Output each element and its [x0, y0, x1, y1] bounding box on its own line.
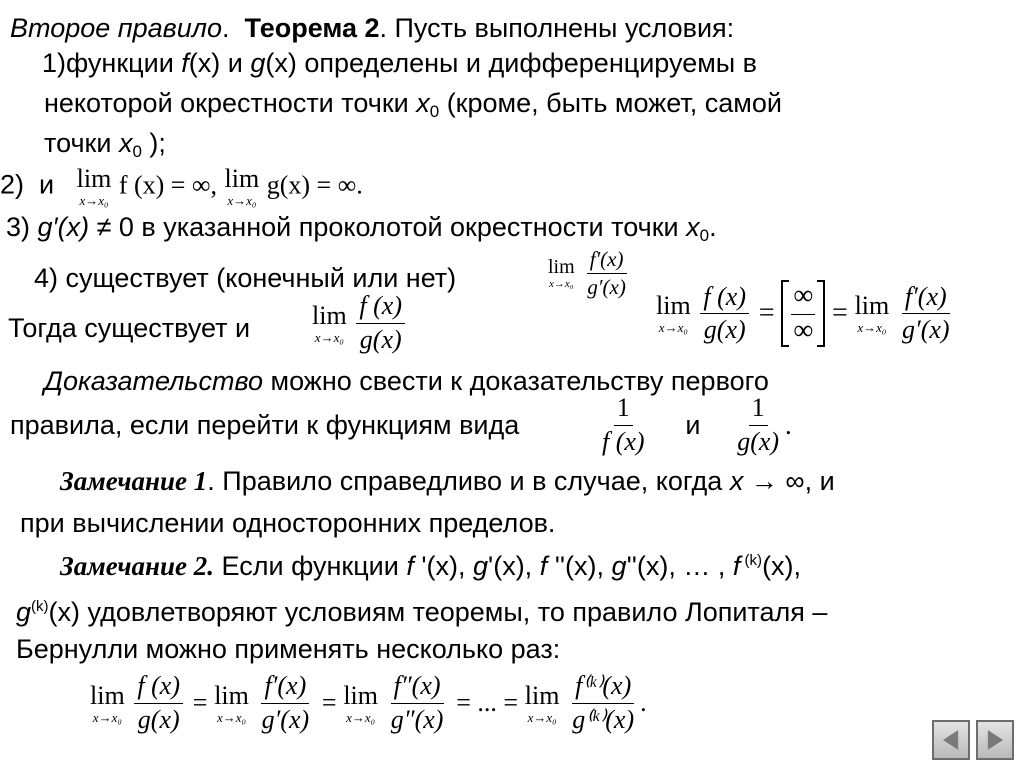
- then-text: Тогда существует и: [8, 313, 251, 343]
- cond4-limit: lim x→x₀ $\frac{f'(x)}{g'(x)}$: [548, 248, 632, 299]
- prev-slide-button[interactable]: [932, 720, 970, 760]
- proof-line2: правила, если перейти к функциям вида: [10, 410, 520, 440]
- cond3-line: 3) g′(x) ≠ 0 в указанной проколотой окрестности точки $x_0$.: [6, 212, 717, 245]
- remark1-line2: при вычислении односторонних пределов.: [20, 508, 556, 538]
- cond4-text: 4) существует (конечный или нет): [34, 263, 457, 293]
- proof-label: Доказательство: [44, 366, 264, 396]
- remark2-label: Замечание 2.: [60, 551, 215, 581]
- cond2-lim1: lim x→x₀: [76, 164, 112, 208]
- remark2-line2: $g^{(k)}(x)$ удовлетворяют условиям теоремы, то правило Лопиталя –: [16, 597, 828, 627]
- theorem-label: Теорема 2: [244, 13, 380, 43]
- heading-line: Второе правило. Теорема 2. Пусть выполнены условия:: [10, 13, 735, 43]
- remark1-line1: Замечание 1. Правило справедливо и в случае, когда x → ∞, и: [60, 466, 835, 496]
- heading-italic: Второе правило: [10, 13, 223, 43]
- next-slide-button[interactable]: [976, 720, 1014, 760]
- cond2-label: 2): [0, 169, 25, 200]
- cond4-fraction: $\frac{f'(x)}{g'(x)}$: [587, 247, 626, 300]
- triangle-left-icon: [934, 722, 968, 758]
- then-limit: lim x→x₀ $\frac{f (x)}{g(x)}$: [312, 292, 408, 354]
- infinity-bracket: ∞ ∞: [781, 280, 825, 347]
- then-fraction: $\frac{f (x)}{g(x)}$: [356, 292, 405, 354]
- remark2-line1: Замечание 2. Если функции f '(x), g'(x), f ''(x), g''(x), … , f $^{(k)}$(x),: [60, 551, 802, 581]
- cond1-line2: некоторой окрестности точки $x_0$ (кроме, быть может, самой: [44, 88, 782, 121]
- remark2-line3: Бернулли можно применять несколько раз:: [16, 634, 561, 664]
- cond1-line1: 1)функции f(x) и g(x) определены и дифференцируемы в: [42, 48, 758, 78]
- remark1-label: Замечание 1: [60, 466, 208, 496]
- final-formula: lim x→x₀ $\frac{f (x)}{g(x)}$ = lim x→x₀ $\frac{f'(x)}{g'(x)}$ = lim x→x₀ $\frac{f''(x)}{g''(x)}$ = ... = lim x→x₀ $\frac{\text{f⁽ᵏ⁾(x)}}{\text{g⁽ᵏ⁾(x)}}$ .: [90, 671, 647, 734]
- proof-fractions: $\frac{1}{f (x)}$ и $\frac{1}{g(x)}$ .: [602, 393, 792, 456]
- cond2-lim2: lim x→x₀: [224, 164, 260, 208]
- cond2-line: 2) и lim x→x₀ f (x) = ∞, lim x→x₀ g(x) = ∞.: [0, 164, 363, 208]
- proof-line1: Доказательство можно свести к доказательству первого: [44, 366, 769, 396]
- cond1-line3: точки $x_0$ );: [44, 128, 166, 161]
- triangle-right-icon: [978, 722, 1012, 758]
- main-formula: lim x→x₀ $\frac{f (x)}{g(x)}$ = ∞ ∞ = lim x→x₀ $\frac{f'(x)}{g'(x)}$: [656, 280, 950, 347]
